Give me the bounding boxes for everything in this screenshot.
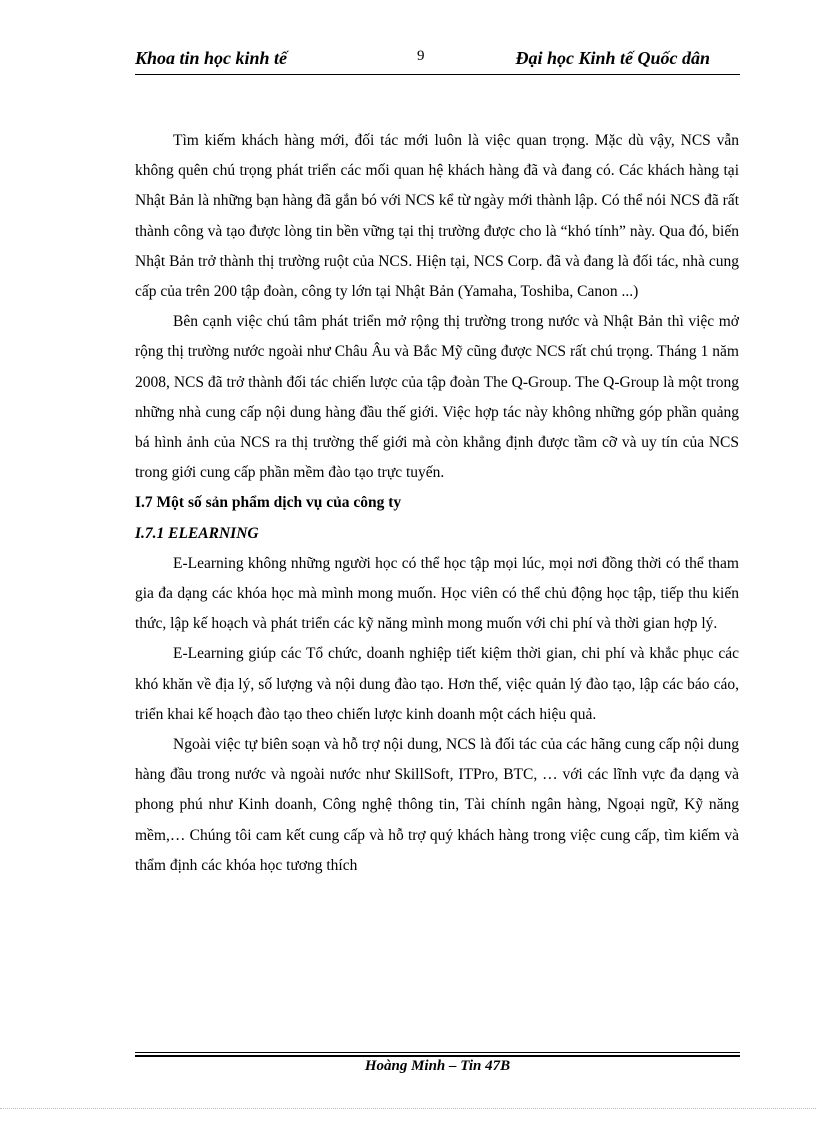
page-footer: Hoàng Minh – Tin 47B: [364, 1058, 511, 1074]
document-body: [135, 126, 739, 881]
footer-rule-thick: [135, 1055, 740, 1057]
paragraph-5: Ngoài việc tự biên soạn và hỗ trợ nội dung, NCS là đối tác của các hãng cung cấp nội dung hàng đầu trong nước và ngoài nước như SkillSoft, ITPro, BTC, … với các lĩnh vực đa dạng và phong phú như Kinh doanh, Công nghệ thông tin, Tài chính ngân hàng, Ngoại ngữ, Kỹ năng mềm,… Chúng tôi cam kết cung cấp và hỗ trợ quý khách hàng trong việc cung cấp, tìm kiếm và thẩm định các khóa học tương thích: [135, 736, 739, 874]
footer-rule-thin: [135, 1052, 740, 1053]
header-faculty: Khoa tin học kinh tế: [135, 48, 288, 68]
page-number: 9: [417, 48, 425, 64]
paragraph-3: E-Learning không những người học có thể học tập mọi lúc, mọi nơi đồng thời có thể tham gia đa dạng các khóa học mà mình mong muốn. Học viên có thể chủ động học tập, tiếp thu kiến thức, lập kế hoạch và phát triển các kỹ năng mình mong muốn với chi phí và thời gian hợp lý.: [135, 554, 739, 633]
paragraph-2: Bên cạnh việc chú tâm phát triển mở rộng thị trường trong nước và Nhật Bản thì việc mở rộng thị trường nước ngoài như Châu Âu và Bắc Mỹ cũng được NCS rất chú trọng. Tháng 1 năm 2008, NCS đã trở thành đối tác chiến lược của tập đoàn The Q-Group. The Q-Group là một trong những nhà cung cấp nội dung hàng đầu thế giới. Việc hợp tác này không những góp phần quảng bá hình ảnh của NCS ra thị trường thế giới mà còn khẳng định được tầm cỡ và uy tín của NCS trong giới cung cấp phần mềm đào tạo trực tuyến.: [135, 313, 739, 482]
paragraph-1: Tìm kiếm khách hàng mới, đối tác mới luôn là việc quan trọng. Mặc dù vậy, NCS vẫn không quên chú trọng phát triển các mối quan hệ khách hàng đã và đang có. Các khách hàng tại Nhật Bản là những bạn hàng đã gắn bó với NCS kể từ ngày mới thành lập. Có thể nói NCS đã rất thành công và tạo được lòng tin bền vững tại thị trường được cho là “khó tính” này. Qua đó, biến Nhật Bản trở thành thị trường ruột của NCS. Hiện tại, NCS Corp. đã và đang là đối tác, nhà cung cấp của trên 200 tập đoàn, công ty lớn tại Nhật Bản (Yamaha, Toshiba, Canon ...): [135, 132, 739, 301]
header-university: Đại học Kinh tế Quốc dân: [515, 48, 710, 68]
section-heading: I.7 Một số sản phẩm dịch vụ của công ty: [135, 494, 402, 512]
page-header: [135, 46, 740, 75]
page-edge-divider: [0, 1108, 816, 1109]
subsection-heading: I.7.1 ELEARNING: [135, 524, 259, 542]
paragraph-4: E-Learning giúp các Tổ chức, doanh nghiệp tiết kiệm thời gian, chi phí và khắc phục các khó khăn về địa lý, số lượng và nội dung đào tạo. Hơn thế, việc quản lý đào tạo, lập các báo cáo, triển khai kế hoạch đào tạo theo chiến lược kinh doanh một cách hiệu quả.: [135, 645, 739, 723]
